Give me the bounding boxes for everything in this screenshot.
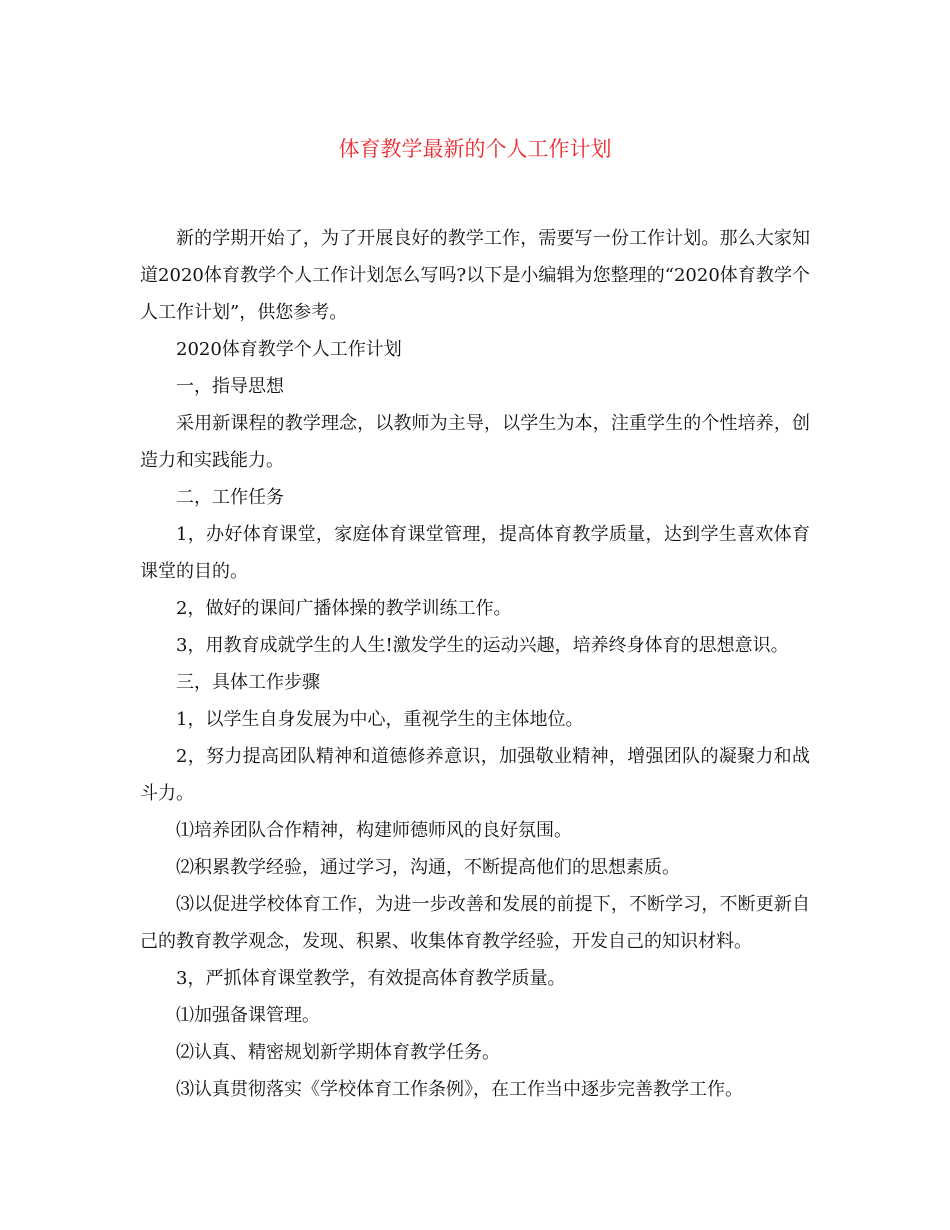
paragraph-intro: 新的学期开始了，为了开展良好的教学工作，需要写一份工作计划。那么大家知道2020体育教学个人工作计划怎么写吗?以下是小编辑为您整理的“2020体育教学个人工作计划”，供您参考。 [140,228,810,323]
document-title: 体育教学最新的个人工作计划 [338,137,612,161]
section-heading-guiding-thought: 一，指导思想 [176,376,284,397]
section-heading-work-steps: 三，具体工作步骤 [176,672,320,693]
paragraph-guiding-thought: 采用新课程的教学理念，以教师为主导，以学生为本，注重学生的个性培养，创造力和实践能力。 [140,413,810,471]
paragraph-task-3: 3，用教育成就学生的人生!激发学生的运动兴趣，培养终身体育的思想意识。 [176,635,789,656]
paragraph-step-2-item-2: ⑵积累教学经验，通过学习，沟通，不断提高他们的思想素质。 [176,857,680,878]
section-heading-work-tasks: 二，工作任务 [176,487,284,508]
paragraph-step-3-item-2: ⑵认真、精密规划新学期体育教学任务。 [176,1042,500,1063]
paragraph-step-2-item-1: ⑴培养团队合作精神，构建师德师风的良好氛围。 [176,820,572,841]
paragraph-step-3-item-3: ⑶认真贯彻落实《学校体育工作条例》，在工作当中逐步完善教学工作。 [176,1079,743,1100]
paragraph-step-2: 2，努力提高团队精神和道德修养意识，加强敬业精神，增强团队的凝聚力和战斗力。 [140,746,810,804]
paragraph-task-1: 1，办好体育课堂，家庭体育课堂管理，提高体育教学质量，达到学生喜欢体育课堂的目的。 [140,524,810,582]
paragraph-step-3: 3，严抓体育课堂教学，有效提高体育教学质量。 [176,968,566,989]
paragraph-task-2: 2，做好的课间广播体操的教学训练工作。 [176,598,512,619]
paragraph-step-1: 1，以学生自身发展为中心，重视学生的主体地位。 [176,709,584,730]
paragraph-step-2-item-3: ⑶以促进学校体育工作，为进一步改善和发展的前提下，不断学习，不断更新自己的教育教学观念，发现、积累、收集体育教学经验，开发自己的知识材料。 [140,894,810,952]
paragraph-plan-heading: 2020体育教学个人工作计划 [176,339,402,360]
paragraph-step-3-item-1: ⑴加强备课管理。 [176,1005,320,1026]
document-body [140,220,810,1108]
